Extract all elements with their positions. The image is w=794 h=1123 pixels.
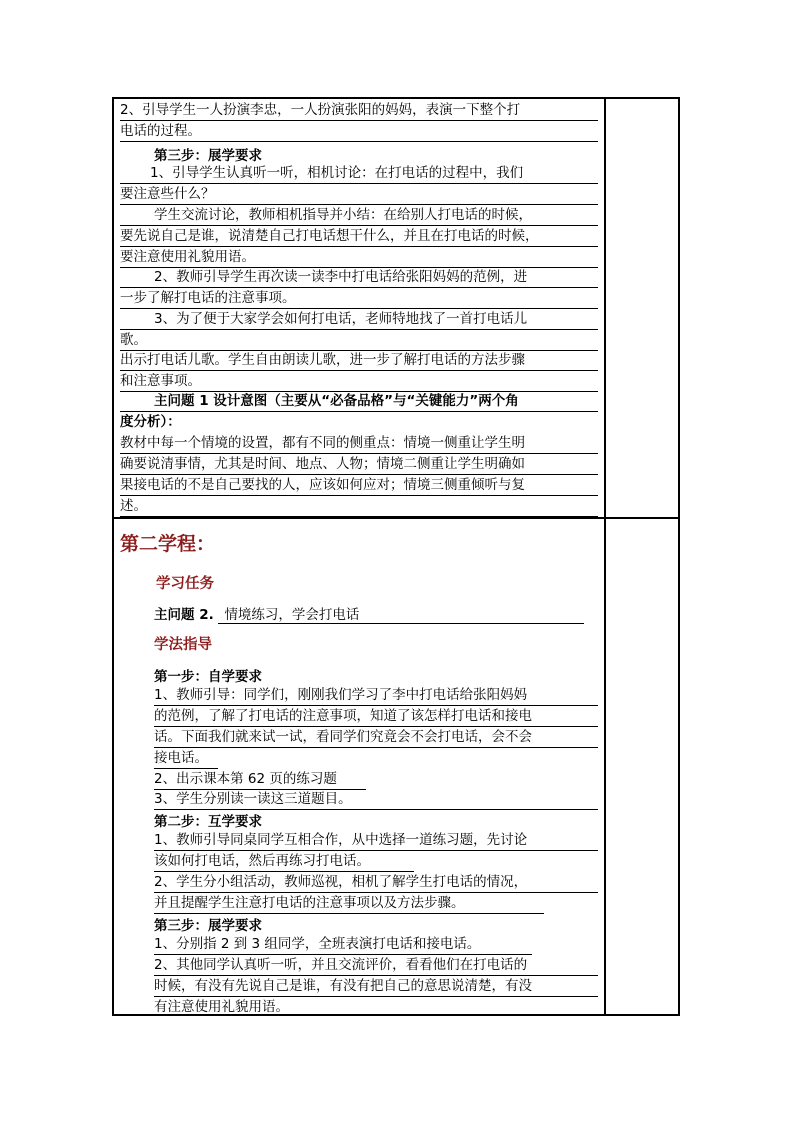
text-line: 接电话。 — [154, 748, 218, 769]
text-line: 要先说自己是谁，说清楚自己打电话想干什么，并且在打电话的时候， — [120, 226, 598, 247]
paragraph-summary — [120, 205, 598, 268]
paragraph-evaluate — [154, 955, 598, 1016]
text-line: 3、为了便于大家学会如何打电话，老师特地找了一首打电话儿 — [120, 309, 598, 330]
text-line: 1、分别指 2 到 3 组同学，全班表演打电话和接电话。 — [154, 934, 532, 955]
text-line: 要注意使用礼貌用语。 — [120, 247, 598, 268]
first-stage-cell — [114, 99, 604, 517]
step3-heading-2: 第三步：展学要求 — [154, 918, 262, 934]
text-line: 1、教师引导同桌同学互相合作，从中选择一道练习题，先讨论 — [154, 830, 598, 851]
text-line: 话。下面我们就来试一试，看同学们究竟会不会打电话，会不会 — [154, 727, 598, 748]
paragraph-peer-study — [154, 830, 598, 872]
text-line: 2、出示课本第 62 页的练习题 — [154, 769, 366, 790]
main-question-label: 主问题 2. — [154, 607, 214, 623]
text-line: 确要说清事情，尤其是时间、地点、人物；情境二侧重让学生明确如 — [120, 454, 598, 475]
paragraph-exercise — [154, 769, 598, 790]
text-line: 歌。 — [120, 330, 598, 351]
paragraph-song — [120, 309, 598, 351]
text-line: 时候，有没有先说自己是谁，有没有把自己的意思说清楚，有没 — [154, 976, 598, 997]
learning-task-heading: 学习任务 — [156, 576, 214, 592]
text-line: 2、其他同学认真听一听，并且交流评价，看看他们在打电话的 — [154, 955, 598, 976]
text-line: 2、学生分小组活动，教师巡视，相机了解学生打电话的情况， — [154, 872, 598, 893]
text-line: 3、学生分别读一读这三道题目。 — [154, 789, 598, 810]
paragraph-perform — [154, 934, 598, 955]
paragraph-read-questions — [154, 789, 598, 810]
step3-heading: 第三步：展学要求 — [154, 148, 262, 164]
step2-heading: 第二步：互学要求 — [154, 814, 262, 830]
text-line: 果接电话的不是自己要找的人，应该如何应对；情境三侧重倾听与复 — [120, 475, 598, 496]
column-divider — [604, 99, 606, 1014]
text-line: 电话的过程。 — [120, 121, 598, 142]
text-line: 度分析）： — [120, 414, 181, 430]
text-line: 和注意事项。 — [120, 371, 598, 392]
main-question-2 — [154, 603, 596, 624]
method-guide-heading: 学法指导 — [154, 637, 212, 653]
text-line: 1、引导学生认真听一听，相机讨论：在打电话的过程中，我们 — [120, 163, 598, 184]
text-line: 并且提醒学生注意打电话的注意事项以及方法步骤。 — [154, 893, 544, 914]
text-line: 1、教师引导：同学们，刚刚我们学习了李中打电话给张阳妈妈 — [154, 685, 598, 706]
step1-heading: 第一步：自学要求 — [154, 669, 262, 685]
text-line: 的范例，了解了打电话的注意事项，知道了该怎样打电话和接电 — [154, 706, 598, 727]
lesson-table — [112, 97, 680, 1016]
paragraph-role-play — [120, 100, 598, 142]
text-line: 述。 — [120, 496, 598, 517]
paragraph-discussion — [120, 163, 598, 205]
text-line: 主问题 1 设计意图（主要从“必备品格”与“关键能力”两个角 — [120, 391, 598, 412]
text-line: 2、教师引导学生再次读一读李中打电话给张阳妈妈的范例，进 — [120, 267, 598, 288]
text-line: 教材中每一个情境的设置，都有不同的侧重点：情境一侧重让学生明 — [120, 433, 598, 454]
paragraph-reread — [120, 267, 598, 309]
text-line: 一步了解打电话的注意事项。 — [120, 288, 598, 309]
paragraph-self-study — [154, 685, 598, 769]
paragraph-show-song — [120, 350, 598, 392]
text-line: 学生交流讨论，教师相机指导并小结：在给别人打电话的时候， — [120, 205, 598, 226]
second-stage-cell — [114, 519, 604, 1016]
paragraph-group-activity — [154, 872, 598, 914]
text-line: 有注意使用礼貌用语。 — [154, 997, 314, 1016]
text-line: 出示打电话儿歌。学生自由朗读儿歌，进一步了解打电话的方法步骤 — [120, 350, 598, 371]
section-title: 第二学程： — [120, 533, 216, 555]
main-question-text: 情境练习，学会打电话 — [218, 603, 584, 624]
text-line: 要注意些什么？ — [120, 184, 598, 205]
text-line: 该如何打电话，然后再练习打电话。 — [154, 851, 414, 872]
text-line: 2、引导学生一人扮演李忠，一人扮演张阳的妈妈，表演一下整个打 — [120, 100, 598, 121]
design-intent-heading — [120, 391, 598, 432]
paragraph-design-intent — [120, 433, 598, 517]
